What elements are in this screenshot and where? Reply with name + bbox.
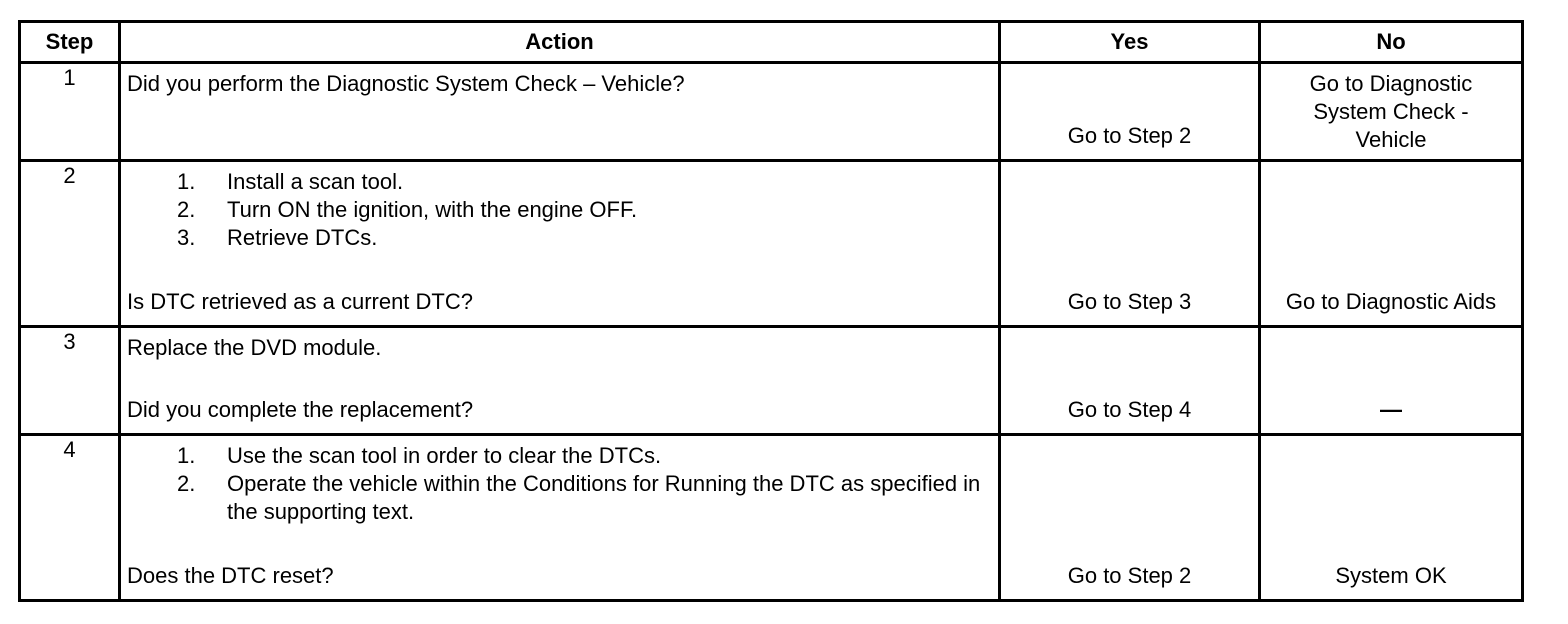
question-text: Did you complete the replacement? — [127, 397, 474, 422]
action-cell — [120, 435, 1000, 601]
no-cell — [1260, 63, 1523, 161]
table-row — [20, 161, 1523, 327]
action-text: Replace the DVD module. — [127, 335, 382, 360]
header-no: No — [1260, 22, 1523, 63]
yes-cell — [1000, 63, 1260, 161]
no-text: System OK — [1335, 563, 1447, 588]
no-cell — [1260, 327, 1523, 435]
question-text: Does the DTC reset? — [127, 563, 334, 588]
no-text: Go to Diagnostic Aids — [1285, 289, 1497, 314]
yes-text: Go to Step 3 — [1067, 289, 1192, 314]
list-item: 2. Operate the vehicle within the Conditions for Running the DTC as specified in the supporting text. — [177, 471, 981, 524]
step-number: 2 — [20, 161, 120, 327]
yes-text: Go to Step 2 — [1067, 123, 1192, 148]
list-item: 2. Turn ON the ignition, with the engine OFF. — [177, 197, 638, 222]
header-action: Action — [120, 22, 1000, 63]
no-cell — [1260, 161, 1523, 327]
list-item: 1. Install a scan tool. — [177, 169, 404, 194]
question-text: Is DTC retrieved as a current DTC? — [127, 289, 473, 314]
no-cell — [1260, 435, 1523, 601]
table-row — [20, 435, 1523, 601]
instruction-list — [127, 442, 990, 526]
action-cell — [120, 63, 1000, 161]
header-step: Step — [20, 22, 120, 63]
table-row — [20, 327, 1523, 435]
yes-cell — [1000, 435, 1260, 601]
yes-text: Go to Step 2 — [1067, 563, 1192, 588]
action-text: Did you perform the Diagnostic System Check – Vehicle? — [127, 71, 685, 96]
step-number: 4 — [20, 435, 120, 601]
diagnostic-table — [18, 20, 1524, 602]
yes-cell — [1000, 327, 1260, 435]
list-item: 1. Use the scan tool in order to clear the DTCs. — [177, 443, 662, 468]
no-text: — — [1380, 397, 1402, 422]
action-cell — [120, 161, 1000, 327]
yes-cell — [1000, 161, 1260, 327]
list-item: 3. Retrieve DTCs. — [177, 225, 378, 250]
step-number: 1 — [20, 63, 120, 161]
action-cell — [120, 327, 1000, 435]
no-text: Go to Diagnostic System Check - Vehicle — [1309, 71, 1473, 152]
table-row — [20, 63, 1523, 161]
header-yes: Yes — [1000, 22, 1260, 63]
step-number: 3 — [20, 327, 120, 435]
instruction-list — [127, 168, 990, 252]
yes-text: Go to Step 4 — [1067, 397, 1192, 422]
header-row — [20, 22, 1523, 63]
